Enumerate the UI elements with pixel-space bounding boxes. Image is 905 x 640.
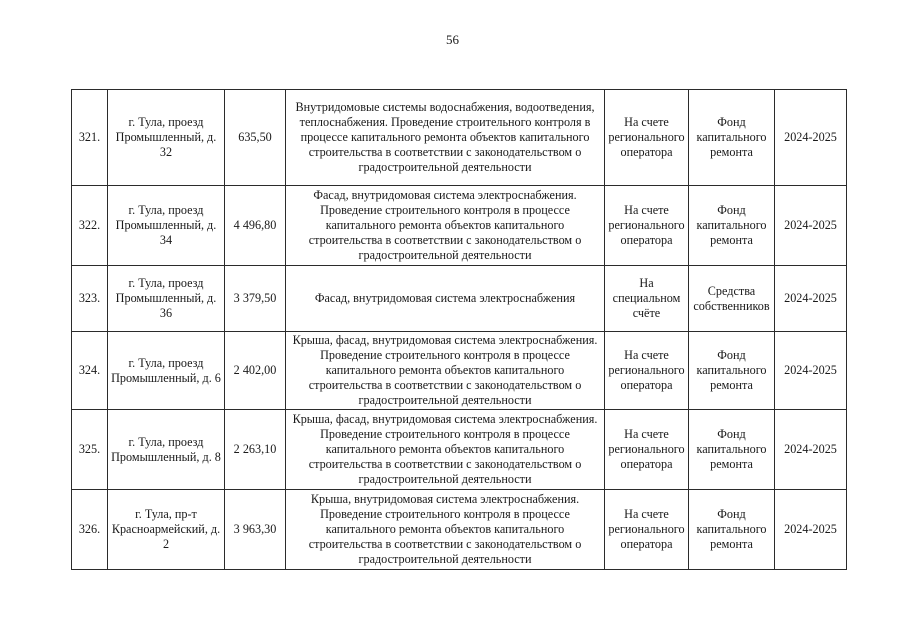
area-cell: 4 496,80	[225, 186, 286, 266]
fund-source-cell: Средства собственников	[689, 266, 775, 332]
table-row	[72, 410, 847, 490]
fund-source-cell: Фонд капитального ремонта	[689, 332, 775, 410]
row-number-cell: 322.	[72, 186, 108, 266]
area-cell: 2 263,10	[225, 410, 286, 490]
page-number: 56	[446, 32, 459, 47]
row-number-cell: 324.	[72, 332, 108, 410]
row-number-cell: 321.	[72, 90, 108, 186]
table-row	[72, 490, 847, 570]
address-cell: г. Тула, проезд Промышленный, д. 36	[108, 266, 225, 332]
address-cell: г. Тула, пр-т Красноармейский, д. 2	[108, 490, 225, 570]
address-cell: г. Тула, проезд Промышленный, д. 8	[108, 410, 225, 490]
account-cell: На специальном счёте	[605, 266, 689, 332]
works-cell: Фасад, внутридомовая система электроснабжения	[286, 266, 605, 332]
fund-source-cell: Фонд капитального ремонта	[689, 90, 775, 186]
table-row	[72, 90, 847, 186]
fund-source-cell: Фонд капитального ремонта	[689, 186, 775, 266]
table-row	[72, 332, 847, 410]
period-cell: 2024-2025	[775, 90, 847, 186]
fund-source-cell: Фонд капитального ремонта	[689, 490, 775, 570]
area-cell: 2 402,00	[225, 332, 286, 410]
works-cell: Внутридомовые системы водоснабжения, водоотведения, теплоснабжения. Проведение строительного контроля в процессе капитального ремонта объектов капитального строительства в соответствии с законодательством о градостроительной деятельности	[286, 90, 605, 186]
period-cell: 2024-2025	[775, 186, 847, 266]
fund-source-cell: Фонд капитального ремонта	[689, 410, 775, 490]
address-cell: г. Тула, проезд Промышленный, д. 6	[108, 332, 225, 410]
period-cell: 2024-2025	[775, 410, 847, 490]
account-cell: На счете регионального оператора	[605, 410, 689, 490]
area-cell: 635,50	[225, 90, 286, 186]
address-cell: г. Тула, проезд Промышленный, д. 32	[108, 90, 225, 186]
area-cell: 3 379,50	[225, 266, 286, 332]
registry-table	[71, 89, 847, 570]
period-cell: 2024-2025	[775, 490, 847, 570]
row-number-cell: 326.	[72, 490, 108, 570]
account-cell: На счете регионального оператора	[605, 332, 689, 410]
row-number-cell: 323.	[72, 266, 108, 332]
row-number-cell: 325.	[72, 410, 108, 490]
period-cell: 2024-2025	[775, 332, 847, 410]
table-row	[72, 186, 847, 266]
works-cell: Крыша, фасад, внутридомовая система электроснабжения. Проведение строительного контроля в процессе капитального ремонта объектов капитального строительства в соответствии с законодательством о градостроительной деятельности	[286, 410, 605, 490]
works-cell: Крыша, фасад, внутридомовая система электроснабжения. Проведение строительного контроля в процессе капитального ремонта объектов капитального строительства в соответствии с законодательством о градостроительной деятельности	[286, 332, 605, 410]
table-row	[72, 266, 847, 332]
area-cell: 3 963,30	[225, 490, 286, 570]
account-cell: На счете регионального оператора	[605, 186, 689, 266]
works-cell: Фасад, внутридомовая система электроснабжения. Проведение строительного контроля в процессе капитального ремонта объектов капитального строительства в соответствии с законодательством о градостроительной деятельности	[286, 186, 605, 266]
works-cell: Крыша, внутридомовая система электроснабжения. Проведение строительного контроля в процессе капитального ремонта объектов капитального строительства в соответствии с законодательством о градостроительной деятельности	[286, 490, 605, 570]
period-cell: 2024-2025	[775, 266, 847, 332]
account-cell: На счете регионального оператора	[605, 90, 689, 186]
address-cell: г. Тула, проезд Промышленный, д. 34	[108, 186, 225, 266]
account-cell: На счете регионального оператора	[605, 490, 689, 570]
